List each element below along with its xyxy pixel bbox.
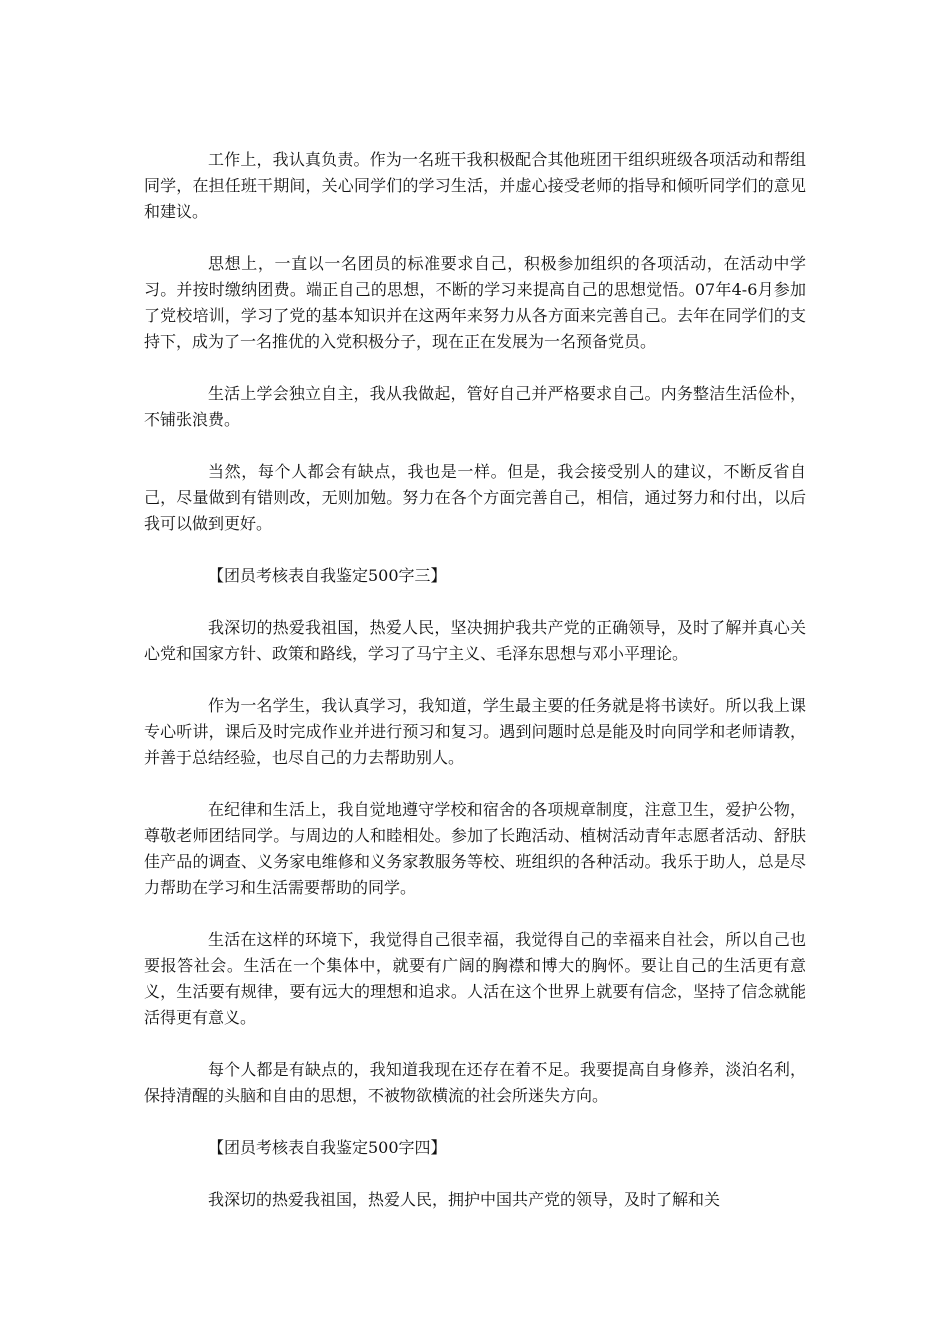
- paragraph-discipline: 在纪律和生活上，我自觉地遵守学校和宿舍的各项规章制度，注意卫生，爱护公物，尊敬老师团结同学。与周边的人和睦相处。参加了长跑活动、植树活动青年志愿者活动、舒肤佳产品的调查、义务家电维修和义务家教服务等校、班组织的各种活动。我乐于助人，总是尽力帮助在学习和生活需要帮助的同学。: [144, 800, 806, 897]
- section-heading-three: 【团员考核表自我鉴定500字三】: [208, 566, 447, 585]
- paragraph-work: 工作上，我认真负责。作为一名班干我积极配合其他班团干组织班级各项活动和帮组同学，在担任班干期间，关心同学们的学习生活，并虚心接受老师的指导和倾听同学们的意见和建议。: [144, 150, 806, 221]
- paragraph-environment: 生活在这样的环境下，我觉得自己很幸福，我觉得自己的幸福来自社会，所以自己也要报答社会。生活在一个集体中，就要有广阔的胸襟和博大的胸怀。要让自己的生活更有意义，生活要有规律，要有远大的理想和追求。人活在这个世界上就要有信念，坚持了信念就能活得更有意义。: [144, 930, 806, 1027]
- paragraph-thought: 思想上，一直以一名团员的标准要求自己，积极参加组织的各项活动，在活动中学习。并按时缴纳团费。端正自己的思想，不断的学习来提高自己的思想觉悟。07年4-6月参加了党校培训，学习了党的基本知识并在这两年来努力从各方面来完善自己。去年在同学们的支持下，成为了一名推优的入党积极分子，现在正在发展为一名预备党员。: [144, 254, 806, 351]
- document-page: [144, 147, 806, 1239]
- paragraph-patriotism: 我深切的热爱我祖国，热爱人民，坚决拥护我共产党的正确领导，及时了解并真心关心党和国家方针、政策和路线，学习了马宁主义、毛泽东思想与邓小平理论。: [144, 618, 806, 663]
- paragraph-self-improvement: 每个人都是有缺点的，我知道我现在还存在着不足。我要提高自身修养，淡泊名利，保持清醒的头脑和自由的思想，不被物欲横流的社会所迷失方向。: [144, 1060, 806, 1105]
- paragraph-study: 作为一名学生，我认真学习，我知道，学生最主要的任务就是将书读好。所以我上课专心听讲，课后及时完成作业并进行预习和复习。遇到问题时总是能及时向同学和老师请教，并善于总结经验，也尽自己的力去帮助别人。: [144, 696, 806, 767]
- section-heading-four: 【团员考核表自我鉴定500字四】: [208, 1138, 447, 1157]
- paragraph-shortcomings: 当然，每个人都会有缺点，我也是一样。但是，我会接受别人的建议，不断反省自己，尽量做到有错则改，无则加勉。努力在各个方面完善自己，相信，通过努力和付出，以后我可以做到更好。: [144, 462, 806, 533]
- paragraph-life: 生活上学会独立自主，我从我做起，管好自己并严格要求自己。内务整洁生活俭朴，不铺张浪费。: [144, 384, 806, 429]
- paragraph-patriotism-two: 我深切的热爱我祖国，热爱人民，拥护中国共产党的领导，及时了解和关: [208, 1190, 721, 1209]
